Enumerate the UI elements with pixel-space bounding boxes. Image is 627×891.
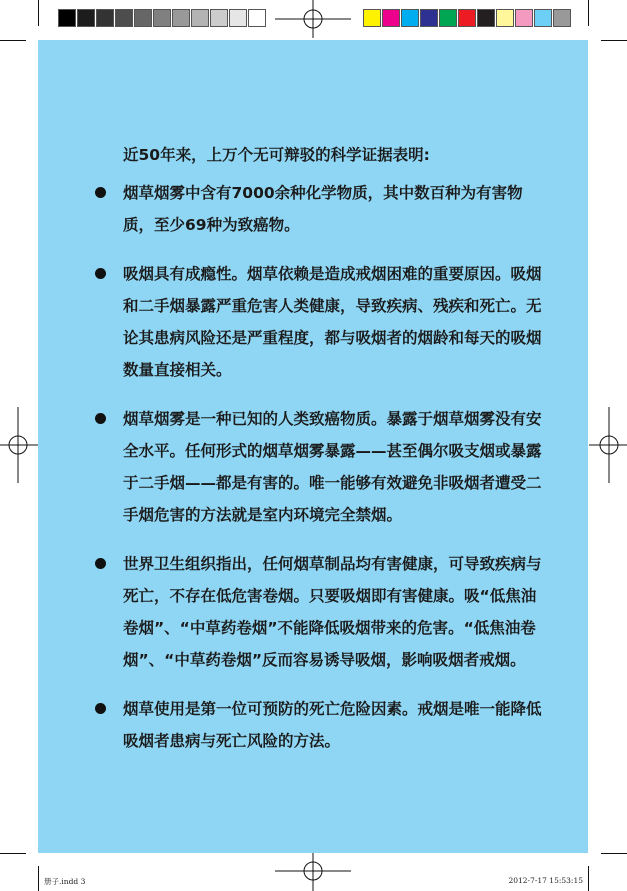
grayscale-color-bar [58, 9, 267, 27]
bullet-icon [95, 187, 106, 198]
bullet-icon [95, 413, 106, 424]
bullet-icon [95, 703, 106, 714]
color-swatch [534, 9, 552, 27]
list-item [90, 177, 550, 241]
registration-mark-icon [0, 407, 38, 483]
slug-timestamp: 2012-7-17 15:53:15 [508, 876, 583, 885]
crop-mark [601, 853, 627, 854]
color-swatch [134, 9, 152, 27]
color-swatch [382, 9, 400, 27]
body-text [90, 140, 550, 774]
color-swatch [496, 9, 514, 27]
color-swatch [477, 9, 495, 27]
color-swatch [191, 9, 209, 27]
crop-mark [0, 853, 26, 854]
list-item-text: 吸烟具有成瘾性。烟草依赖是造成戒烟困难的重要原因。吸烟和二手烟暴露严重危害人类健康，导致疾病、残疾和死亡。无论其患病风险还是严重程度，都与吸烟者的烟龄和每天的吸烟数量直接相关。 [123, 265, 542, 379]
color-swatch [153, 9, 171, 27]
crop-mark [38, 866, 39, 891]
color-swatch [96, 9, 114, 27]
list-item-text: 烟草烟雾中含有7000余种化学物质，其中数百种为有害物质，至少69种为致癌物。 [123, 184, 523, 234]
bullet-icon [95, 558, 106, 569]
color-swatch [58, 9, 76, 27]
color-bar [363, 9, 572, 27]
color-swatch [401, 9, 419, 27]
slug-filename: 册子.indd 3 [44, 877, 86, 886]
crop-mark [588, 866, 589, 891]
color-swatch [210, 9, 228, 27]
color-swatch [553, 9, 571, 27]
list-item-text: 烟草使用是第一位可预防的死亡危险因素。戒烟是唯一能降低吸烟者患病与死亡风险的方法。 [123, 700, 542, 750]
color-swatch [115, 9, 133, 27]
list-item [90, 403, 550, 531]
color-swatch [248, 9, 266, 27]
color-swatch [229, 9, 247, 27]
color-swatch [172, 9, 190, 27]
color-swatch [515, 9, 533, 27]
color-swatch [77, 9, 95, 27]
list-item [90, 548, 550, 676]
list-item [90, 693, 550, 757]
crop-mark [38, 0, 39, 26]
list-item [90, 258, 550, 386]
color-swatch [458, 9, 476, 27]
registration-mark-icon [589, 407, 627, 483]
color-swatch [363, 9, 381, 27]
registration-mark-icon [275, 853, 351, 891]
color-swatch [439, 9, 457, 27]
bullet-icon [95, 268, 106, 279]
intro-text: 近50年来，上万个无可辩驳的科学证据表明: [123, 146, 430, 164]
crop-mark [601, 40, 627, 41]
crop-mark [0, 40, 26, 41]
color-swatch [420, 9, 438, 27]
registration-mark-icon [275, 0, 351, 40]
list-item-text: 世界卫生组织指出，任何烟草制品均有害健康，可导致疾病与死亡，不存在低危害卷烟。只要吸烟即有害健康。吸“低焦油卷烟”、“中草药卷烟”不能降低吸烟带来的危害。“低焦油卷烟”、“中草药卷烟”反而容易诱导吸烟，影响吸烟者戒烟。 [123, 555, 542, 669]
list-item-text: 烟草烟雾是一种已知的人类致癌物质。暴露于烟草烟雾没有安全水平。任何形式的烟草烟雾暴露——甚至偶尔吸支烟或暴露于二手烟——都是有害的。唯一能够有效避免非吸烟者遭受二手烟危害的方法就是室内环境完全禁烟。 [123, 410, 542, 524]
crop-mark [588, 0, 589, 26]
